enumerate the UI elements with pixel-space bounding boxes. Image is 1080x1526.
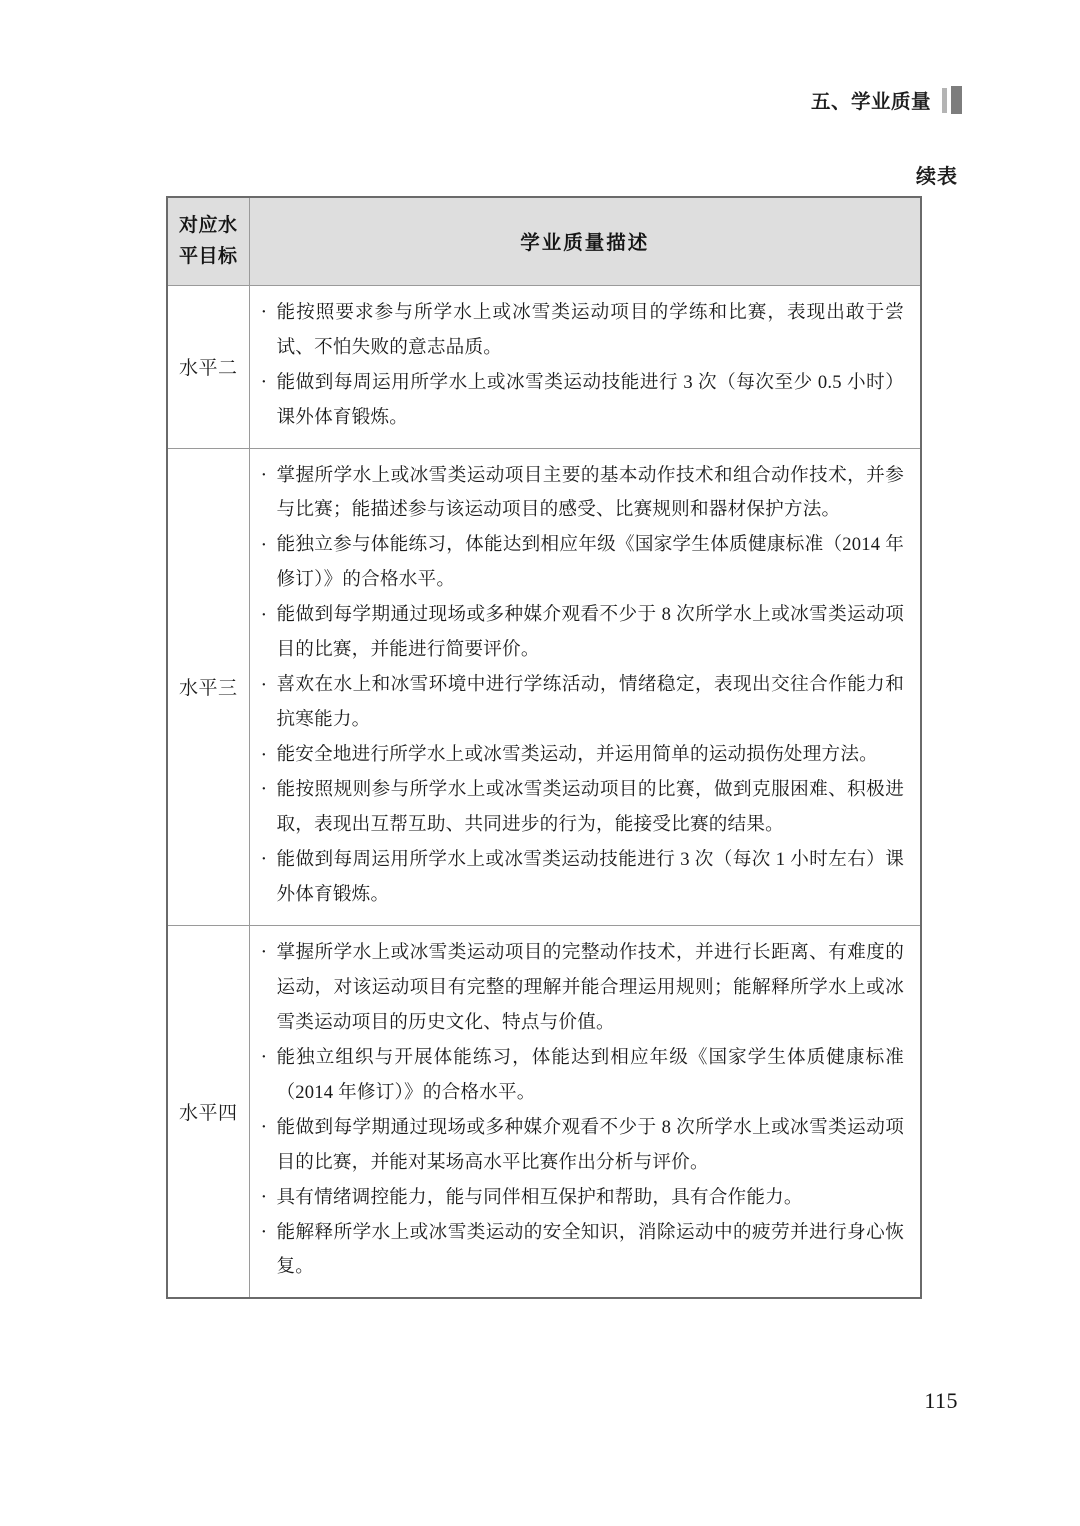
column-header-level: [167, 197, 249, 285]
list-item: · 具有情绪调控能力，能与同伴相互保护和帮助，具有合作能力。: [258, 1181, 905, 1216]
table-caption: 续表: [916, 166, 958, 188]
list-item: · 能做到每学期通过现场或多种媒介观看不少于 8 次所学水上或冰雪类运动项目的比赛，并能进行简要评价。: [258, 598, 905, 668]
column-header-level-line1: 对应水: [178, 215, 238, 236]
list-item: · 能独立组织与开展体能练习，体能达到相应年级《国家学生体质健康标准（2014 年修订）》的合格水平。: [258, 1041, 905, 1111]
column-header-description: 学业质量描述: [249, 197, 921, 285]
list-item: · 能安全地进行所学水上或冰雪类运动，并运用简单的运动损伤处理方法。: [258, 738, 905, 773]
list-item: · 掌握所学水上或冰雪类运动项目主要的基本动作技术和组合动作技术，并参与比赛；能描述参与该运动项目的感受、比赛规则和器材保护方法。: [258, 459, 905, 529]
header-bar-thin-icon: [942, 88, 947, 113]
description-cell: [249, 448, 921, 925]
page-number: 115: [924, 1388, 958, 1413]
running-head-title: 五、学业质量: [810, 92, 931, 113]
list-item: · 能做到每周运用所学水上或冰雪类运动技能进行 3 次（每次 1 小时左右）课外体育锻炼。: [258, 843, 905, 913]
bullet-list: [258, 459, 905, 913]
header-bar-thick-icon: [951, 86, 962, 114]
level-label: 水平二: [167, 285, 249, 448]
list-item: · 能解释所学水上或冰雪类运动的安全知识，消除运动中的疲劳并进行身心恢复。: [258, 1216, 905, 1286]
table-header: [167, 197, 921, 285]
bullet-list: [258, 296, 905, 436]
description-cell: [249, 285, 921, 448]
list-item: · 能按照要求参与所学水上或冰雪类运动项目的学练和比赛，表现出敢于尝试、不怕失败的意志品质。: [258, 296, 905, 366]
header-rule-bars-icon: [942, 86, 962, 114]
level-label: 水平三: [167, 448, 249, 925]
bullet-list: [258, 936, 905, 1286]
list-item: · 能按照规则参与所学水上或冰雪类运动项目的比赛，做到克服困难、积极进取，表现出互帮互助、共同进步的行为，能接受比赛的结果。: [258, 773, 905, 843]
level-label: 水平四: [167, 925, 249, 1298]
academic-quality-table: [166, 196, 922, 1299]
list-item: · 能做到每周运用所学水上或冰雪类运动技能进行 3 次（每次至少 0.5 小时）课外体育锻炼。: [258, 366, 905, 436]
table-header-row: [167, 197, 921, 285]
table-body: [167, 285, 921, 1298]
list-item: · 能独立参与体能练习，体能达到相应年级《国家学生体质健康标准（2014 年修订）》的合格水平。: [258, 528, 905, 598]
table-row: [167, 448, 921, 925]
table-row: [167, 925, 921, 1298]
table-row: [167, 285, 921, 448]
running-head: [811, 86, 962, 114]
list-item: · 掌握所学水上或冰雪类运动项目的完整动作技术，并进行长距离、有难度的运动，对该运动项目有完整的理解并能合理运用规则；能解释所学水上或冰雪类运动项目的历史文化、特点与价值。: [258, 936, 905, 1041]
column-header-level-line2: 平目标: [178, 246, 238, 268]
list-item: · 能做到每学期通过现场或多种媒介观看不少于 8 次所学水上或冰雪类运动项目的比赛，并能对某场高水平比赛作出分析与评价。: [258, 1111, 905, 1181]
list-item: · 喜欢在水上和冰雪环境中进行学练活动，情绪稳定，表现出交往合作能力和抗寒能力。: [258, 668, 905, 738]
description-cell: [249, 925, 921, 1298]
